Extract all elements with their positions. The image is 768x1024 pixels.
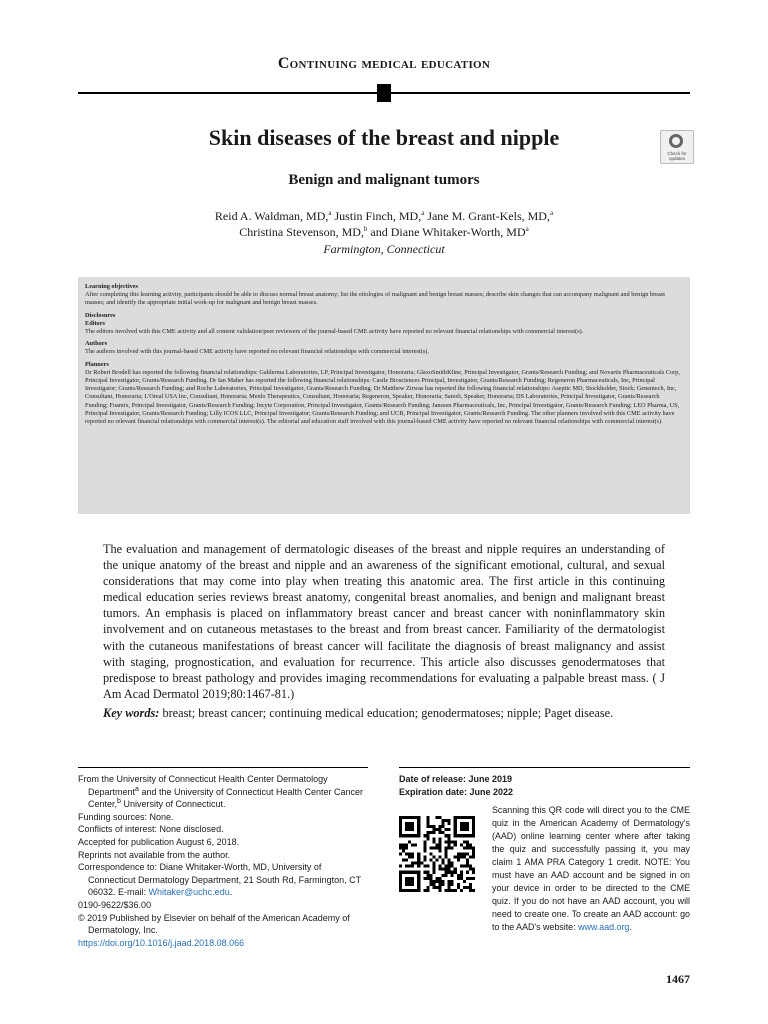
- qr-instructions-text: Scanning this QR code will direct you to the CME quiz in the American Academy of Dermatology's (AAD) online learning center where after taking the quiz and successfully passing it, you may claim 1 AMA PRA Category 1 credit. NOTE: You must have an AAD account and be signed in on your device in order to be directed to the CME quiz. If you do not have an AAD account, you will need to create one. To create an AAD account: go to the AAD's website:: [492, 805, 690, 932]
- keywords-list: breast; breast cancer; continuing medical education; genodermatoses; nipple; Paget disease.: [162, 706, 614, 720]
- affiliation-c: University of Connecticut.: [120, 799, 226, 810]
- authors-heading: Authors: [85, 340, 108, 348]
- affiliation-b: and the University of Connecticut Health Center Cancer Center,: [88, 786, 364, 810]
- header-rule-marker: [377, 84, 391, 102]
- author-affiliation-mark: a: [328, 209, 332, 217]
- qr-instructions-end: .: [629, 922, 632, 932]
- author-name: Jane M. Grant-Kels, MD,: [427, 209, 550, 223]
- correspondence-text: Correspondence to: Diane Whitaker-Worth, MD, University of Connecticut Dermatology Department, 21 South Rd, Farmington, CT 06032. E-mail:: [78, 862, 361, 898]
- planners-text: Dr Robert Brodell has reported the following financial relationships: Galderma Laboratories, LP, Principal Investigator, Honoraria; GlaxoSmithKline, Principal Investigator, Grants/Research Funding; and Novartis Pharmaceuticals Corp, Principal Investigator, Grants/Research Funding. Dr Ian Maher has reported the following financial relationships: Castle Biosciences Principal, Investigator, Grants/Research Funding; Regeneron Pharmaceuticals, Inc, Principal Investigator; Grants/Research Funding; and Roche Laboratories, Principal Investigator, Grants/Research Funding. Dr Matthew Zirwas has reported the following financial relationships: Aseptic MD, Stockholder, Stock; Genentech, Inc, Consultant, Honoraria; L'Oreal USA Inc, Consultant, Honoraria; Menlo Therapeutics, Consultant, Honoraria; Regeneron, Speaker, Honoraria; Sanofi, Speaker, Honoraria; DS Laboratories, Principal Investigator, Grants/Research Funding; Foamix, Principal Investigator, Grants/Research Funding; Incyte Corporation, Principal Investigator, Grants/Research Funding; Janssen Pharmaceuticals, Inc, Principal Investigator, Grants/Research Funding; LEO Pharma, US, Principal Investigator, Grants/Research Funding; Lilly ICOS LLC, Principal Investigator; Grants/Research Funding; and UCB, Principal Investigator, Grants/Research Funding. The other planners involved with this CME activity have reported no relevant financial relationships with commercial interest(s). The editorial and education staff involved with this journal-based CME activity have reported no relevant financial relationships with commercial interest(s).: [85, 368, 680, 426]
- affiliations-note: [78, 773, 370, 811]
- author-name: Reid A. Waldman, MD,: [214, 209, 329, 223]
- release-date: Date of release: June 2019: [399, 774, 513, 784]
- keywords-label: Key words:: [103, 706, 160, 720]
- author-name: Justin Finch, MD,: [334, 209, 422, 223]
- learning-objectives-heading: Learning objectives: [85, 283, 138, 290]
- planners-heading: Planners: [85, 360, 109, 368]
- accepted-note: Accepted for publication August 6, 2018.: [78, 836, 240, 847]
- crossmark-label: Check for updates: [667, 151, 687, 161]
- issn-note: 0190-9622/$36.00: [78, 899, 152, 910]
- crossmark-ring: [669, 134, 683, 148]
- cme-objectives-box: [78, 277, 690, 514]
- expiration-date: Expiration date: June 2022: [399, 787, 514, 797]
- author-affiliation-mark: a: [525, 225, 529, 233]
- correspondence-email-link[interactable]: Whitaker@uchc.edu: [148, 887, 230, 898]
- abstract: The evaluation and management of dermatologic diseases of the breast and nipple requires an understanding of the unique anatomy of the breast and nipple and an awareness of the significant emotional, cultural, and sexual considerations that may come into play when treating this anatomic area. The first article in this continuing medical education series reviews breast anatomy, congenital breast anomalies, and benign and malignant breast tumors. An emphasis is placed on inflammatory breast cancer and breast cancer with noninflammatory skin involvement and on cutaneous metastases to the breast and from breast cancer. Familiarity of the dermatologist with the cutaneous manifestations of breast cancer will facilitate the diagnosis of breast malignancy and assist with staging, prognostication, and evaluation for recurrence. This article also discusses genodermatoses that predispose to breast pathology and provides imaging recommendations for evaluating a palpable breast mass. ( J Am Acad Dermatol 2019;80:1467-81.): [103, 542, 665, 701]
- author-location: Farmington, Connecticut: [323, 242, 445, 256]
- affiliation-mark-b: b: [117, 798, 121, 806]
- author-line-1: [0, 209, 768, 224]
- keywords: [103, 706, 673, 721]
- footnote-rule-left: [78, 767, 368, 768]
- copyright-note: © 2019 Published by Elsevier on behalf of the American Academy of Dermatology, Inc.: [78, 912, 350, 936]
- correspondence-note: [78, 861, 370, 899]
- footnote-rule-right: [399, 767, 690, 768]
- page-number: 1467: [666, 972, 690, 986]
- disclosures-heading: Disclosures: [85, 311, 116, 319]
- author-line-2: [0, 225, 768, 240]
- section-header: Continuing medical education: [277, 55, 491, 72]
- conflicts-note: Conflicts of interest: None disclosed.: [78, 824, 224, 835]
- affiliation-a: From the University of Connecticut Health Center Dermatology Department: [78, 774, 328, 797]
- check-for-updates-icon[interactable]: [660, 130, 694, 164]
- editors-text: The editors involved with this CME activity and all content validation/peer reviewers of the journal-based CME activity have reported no relevant financial relationships with commercial interest(s).: [85, 328, 584, 336]
- qr-instructions: [492, 804, 690, 934]
- article-footnotes: [78, 773, 370, 949]
- editors-heading: Editors: [85, 319, 105, 327]
- article-subtitle: Benign and malignant tumors: [288, 172, 480, 188]
- author-name: and Diane Whitaker-Worth, MD: [370, 225, 526, 239]
- reprints-note: Reprints not available from the author.: [78, 849, 231, 860]
- funding-note: Funding sources: None.: [78, 811, 174, 822]
- correspondence-end: .: [229, 887, 233, 898]
- article-title: Skin diseases of the breast and nipple: [208, 125, 560, 150]
- aad-website-link[interactable]: www.aad.org: [578, 922, 630, 932]
- affiliation-mark-a: a: [135, 785, 139, 793]
- author-affiliation-mark: b: [363, 225, 368, 233]
- doi-link[interactable]: https://doi.org/10.1016/j.jaad.2018.08.066: [78, 937, 245, 948]
- author-affiliation-mark: a: [549, 209, 554, 217]
- author-name: Christina Stevenson, MD,: [239, 225, 364, 239]
- learning-objectives-text: After completing this learning activity, participants should be able to discuss normal breast anatomy; list the etiologies of malignant and benign breast masses; describe skin changes that can accompany malignant and benign breast masses; and identify the appropriate initial work-up for malignant and benign breast masses.: [85, 291, 665, 307]
- qr-code-icon[interactable]: [399, 816, 475, 892]
- authors-text: The authors involved with this journal-based CME activity have reported no relevant financial relationships with commercial interest(s).: [85, 348, 429, 356]
- author-affiliation-mark: a: [421, 209, 425, 217]
